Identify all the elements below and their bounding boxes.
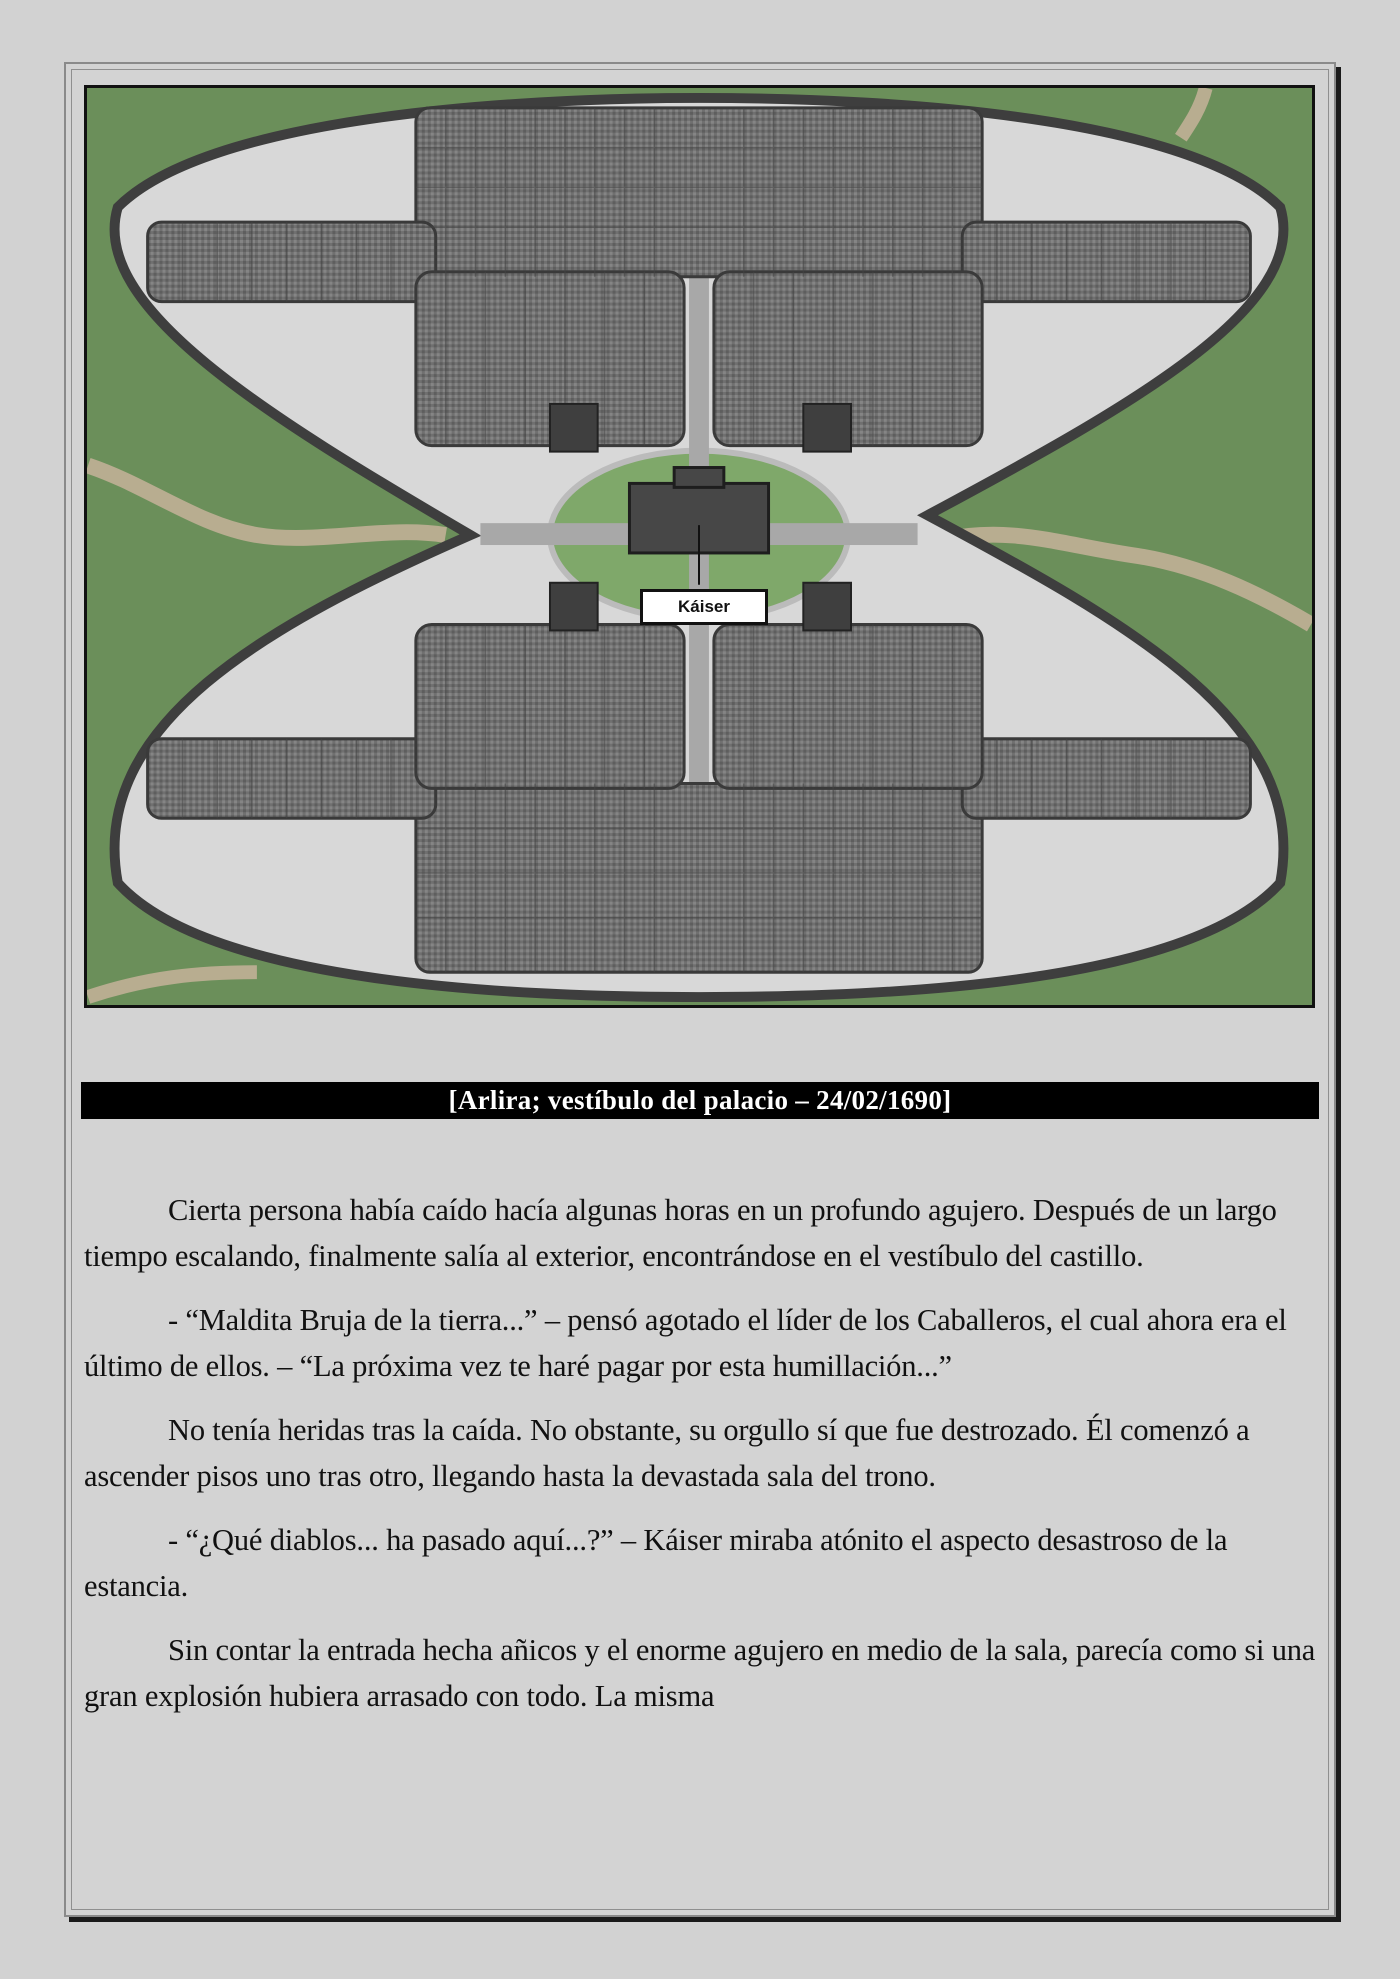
story-text (84, 1187, 1319, 1737)
southeast-district (962, 739, 1250, 818)
north-district (416, 108, 982, 277)
story-paragraph: - “¿Qué diablos... ha pasado aquí...?” – Káiser miraba atónito el aspecto desastroso de la estancia. (84, 1523, 1228, 1603)
map-label-kaiser: Káiser (640, 589, 768, 625)
palace-keep (674, 468, 724, 488)
tower-northeast (803, 404, 851, 452)
story-paragraph: - “Maldita Bruja de la tierra...” – pensó agotado el líder de los Caballeros, el cual ahora era el último de ellos. – “La próxima vez te haré pagar por esta humillación...” (84, 1303, 1287, 1383)
tower-southeast (803, 583, 851, 631)
story-paragraph: Cierta persona había caído hacía algunas horas en un profundo agujero. Después de un largo tiempo escalando, finalmente salía al exterior, encontrándose en el vestíbulo del castillo. (84, 1193, 1277, 1273)
northwest-district (148, 222, 436, 301)
south-district (416, 783, 982, 972)
city-map (84, 85, 1315, 1008)
city-map-drawing (87, 88, 1312, 1005)
story-paragraph: No tenía heridas tras la caída. No obstante, su orgullo sí que fue destrozado. Él comenzó a ascender pisos uno tras otro, llegando hasta la devastada sala del trono. (84, 1413, 1250, 1493)
story-paragraph: Sin contar la entrada hecha añicos y el enorme agujero en medio de la sala, parecía como si una gran explosión hubiera arrasado con todo. La misma (84, 1633, 1316, 1713)
northeast-district (962, 222, 1250, 301)
southwest-district (148, 739, 436, 818)
tower-southwest (550, 583, 598, 631)
scene-header: [Arlira; vestíbulo del palacio – 24/02/1690] (81, 1082, 1319, 1119)
tower-northwest (550, 404, 598, 452)
